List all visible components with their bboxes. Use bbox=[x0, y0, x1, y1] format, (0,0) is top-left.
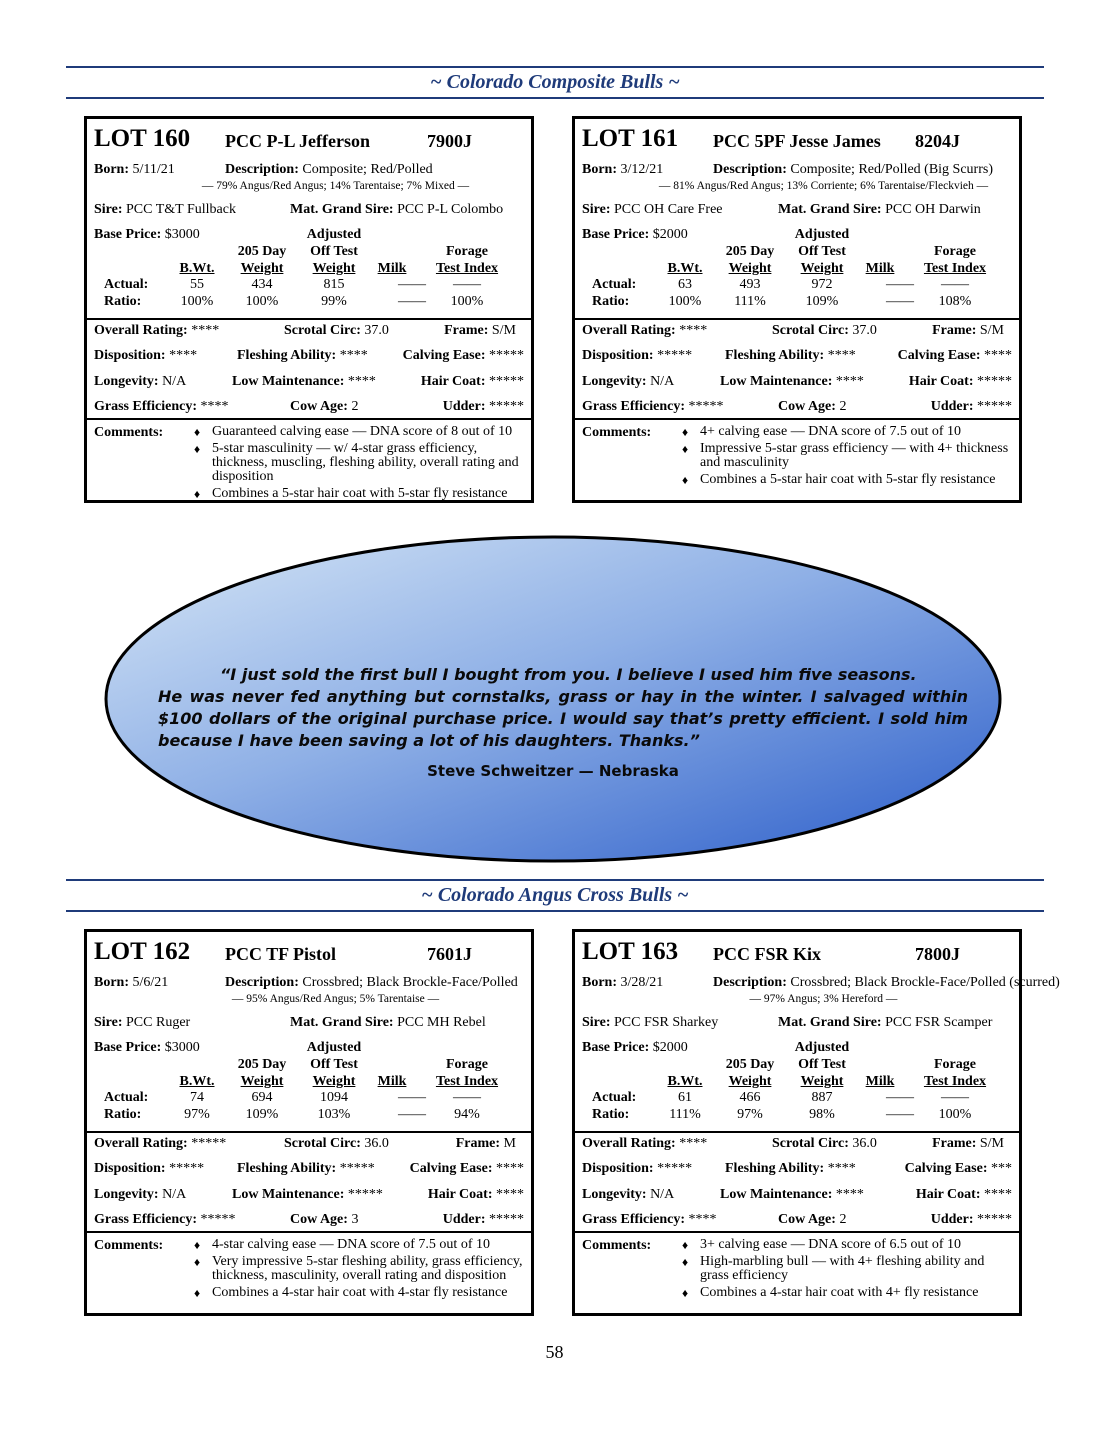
longevity: Longevity: N/A bbox=[582, 374, 675, 389]
frame: Frame: S/M bbox=[444, 323, 516, 338]
ratings-block bbox=[87, 1131, 531, 1233]
ratio-value: 97% bbox=[737, 1107, 763, 1122]
hair-coat: Hair Coat: **** bbox=[915, 1187, 1012, 1202]
actual-value: 55 bbox=[190, 277, 204, 292]
ratio-value: 111% bbox=[734, 294, 766, 309]
ratio-value: 98% bbox=[809, 1107, 835, 1122]
udder: Udder: ***** bbox=[442, 1212, 524, 1227]
actual-value: —— bbox=[941, 277, 969, 292]
actual-value: —— bbox=[398, 1090, 426, 1105]
fleshing-ability: Fleshing Ability: **** bbox=[725, 1161, 856, 1176]
ratio-value: —— bbox=[886, 1107, 914, 1122]
low-maintenance: Low Maintenance: **** bbox=[232, 374, 376, 389]
bull-name: PCC 5PF Jesse James bbox=[713, 131, 881, 151]
actual-value: —— bbox=[941, 1090, 969, 1105]
bwt-header: B.Wt. bbox=[667, 261, 703, 276]
ratio-label: Ratio: bbox=[592, 294, 630, 309]
udder: Udder: ***** bbox=[930, 1212, 1012, 1227]
lot-card bbox=[572, 929, 1060, 1316]
205day-header: 205 Day bbox=[725, 244, 775, 259]
low-maintenance: Low Maintenance: **** bbox=[720, 374, 864, 389]
offtest-weight-header: Weight bbox=[312, 1074, 356, 1089]
ratio-label: Ratio: bbox=[104, 1107, 142, 1122]
bull-id: 7601J bbox=[427, 944, 472, 964]
ratio-value: —— bbox=[398, 294, 426, 309]
bull-name: PCC TF Pistol bbox=[225, 944, 336, 964]
actual-label: Actual: bbox=[104, 277, 149, 292]
forage-header: Forage bbox=[934, 1057, 976, 1072]
testimonial-oval bbox=[103, 534, 1003, 864]
actual-value: 1094 bbox=[320, 1090, 348, 1105]
bull-id: 7900J bbox=[427, 131, 472, 151]
section-header-composite: ~ Colorado Composite Bulls ~ bbox=[66, 66, 1044, 99]
lot-number: LOT 163 bbox=[582, 938, 679, 965]
milk-header: Milk bbox=[377, 1074, 407, 1089]
page-number: 58 bbox=[545, 1342, 564, 1362]
actual-value: 815 bbox=[323, 277, 345, 292]
frame: Frame: S/M bbox=[932, 1136, 1004, 1151]
scrotal-circ: Scrotal Circ: 36.0 bbox=[772, 1136, 877, 1151]
grass-efficiency: Grass Efficiency: **** bbox=[582, 1212, 717, 1227]
actual-value: 74 bbox=[190, 1090, 204, 1105]
comment-item: ♦ 3+ calving ease — DNA score of 6.5 out of 10 bbox=[687, 1238, 1012, 1252]
actual-value: —— bbox=[886, 1090, 914, 1105]
calving-ease: Calving Ease: ***** bbox=[402, 348, 524, 363]
205day-header: 205 Day bbox=[237, 244, 287, 259]
test-index-header: Test Index bbox=[923, 1074, 987, 1089]
actual-value: 61 bbox=[678, 1090, 692, 1105]
born-field: Born: 5/11/21 bbox=[94, 162, 175, 177]
forage-header: Forage bbox=[446, 1057, 488, 1072]
adjusted-header: Adjusted bbox=[794, 227, 850, 242]
offtest-header: Off Test bbox=[310, 244, 358, 259]
comment-item: ♦ 4-star calving ease — DNA score of 7.5 out of 10 bbox=[199, 1238, 524, 1252]
sire-field: Sire: PCC FSR Sharkey bbox=[582, 1015, 719, 1030]
testimonial-author: Steve Schweitzer — Nebraska bbox=[427, 762, 679, 780]
forage-header: Forage bbox=[934, 244, 976, 259]
actual-value: —— bbox=[886, 277, 914, 292]
bull-name: PCC P-L Jefferson bbox=[225, 131, 370, 151]
actual-value: 466 bbox=[739, 1090, 761, 1105]
description-field: Description: Composite; Red/Polled bbox=[225, 162, 433, 177]
bwt-header: B.Wt. bbox=[667, 1074, 703, 1089]
ratio-value: 109% bbox=[245, 1107, 279, 1122]
actual-value: 887 bbox=[811, 1090, 833, 1105]
overall-rating: Overall Rating: **** bbox=[94, 323, 220, 338]
test-index-header: Test Index bbox=[923, 261, 987, 276]
bull-name: PCC FSR Kix bbox=[713, 944, 821, 964]
comment-item: ♦ 5-star masculinity — w/ 4-star grass efficiency, thickness, muscling, fleshing ability, overall rating and disposition bbox=[199, 442, 524, 484]
disposition: Disposition: ***** bbox=[94, 1161, 205, 1176]
hair-coat: Hair Coat: ***** bbox=[420, 374, 524, 389]
comment-item: ♦ Combines a 5-star hair coat with 5-star fly resistance bbox=[199, 487, 524, 501]
ratio-value: —— bbox=[886, 294, 914, 309]
calving-ease: Calving Ease: *** bbox=[904, 1161, 1012, 1176]
bull-id: 8204J bbox=[915, 131, 960, 151]
low-maintenance: Low Maintenance: **** bbox=[720, 1187, 864, 1202]
mgs-field: Mat. Grand Sire: PCC P-L Colombo bbox=[290, 202, 504, 217]
udder: Udder: ***** bbox=[442, 399, 524, 414]
offtest-weight-header: Weight bbox=[312, 261, 356, 276]
milk-header: Milk bbox=[865, 1074, 895, 1089]
frame: Frame: M bbox=[455, 1136, 516, 1151]
comments-label: Comments: bbox=[94, 1238, 164, 1253]
adjusted-header: Adjusted bbox=[306, 227, 362, 242]
hair-coat: Hair Coat: ***** bbox=[908, 374, 1012, 389]
mgs-field: Mat. Grand Sire: PCC OH Darwin bbox=[778, 202, 981, 217]
actual-label: Actual: bbox=[104, 1090, 149, 1105]
comment-item: ♦ Very impressive 5-star fleshing ability, grass efficiency, thickness, masculinity, overall rating and disposition bbox=[199, 1255, 524, 1283]
actual-value: —— bbox=[453, 277, 481, 292]
actual-value: —— bbox=[398, 277, 426, 292]
longevity: Longevity: N/A bbox=[94, 374, 187, 389]
comments-block bbox=[575, 420, 1019, 500]
calving-ease: Calving Ease: **** bbox=[897, 348, 1012, 363]
milk-header: Milk bbox=[377, 261, 407, 276]
breed-composition: — 97% Angus; 3% Hereford — bbox=[749, 993, 898, 1005]
mgs-field: Mat. Grand Sire: PCC MH Rebel bbox=[290, 1015, 486, 1030]
comment-item: ♦ 4+ calving ease — DNA score of 7.5 out of 10 bbox=[687, 425, 1012, 439]
comments-block bbox=[575, 1233, 1019, 1313]
lot-card bbox=[84, 116, 534, 503]
lot-card bbox=[572, 116, 1022, 503]
base-price-field: Base Price: $3000 bbox=[94, 1040, 200, 1055]
weight-header: Weight bbox=[240, 261, 284, 276]
overall-rating: Overall Rating: ***** bbox=[94, 1136, 227, 1151]
test-index-header: Test Index bbox=[435, 261, 499, 276]
lot-number: LOT 160 bbox=[94, 125, 191, 152]
sire-field: Sire: PCC Ruger bbox=[94, 1015, 191, 1030]
comments-label: Comments: bbox=[582, 425, 652, 440]
205day-header: 205 Day bbox=[725, 1057, 775, 1072]
ratio-value: 100% bbox=[668, 294, 702, 309]
lot-number: LOT 162 bbox=[94, 938, 191, 965]
offtest-header: Off Test bbox=[798, 244, 846, 259]
base-price-field: Base Price: $2000 bbox=[582, 1040, 688, 1055]
mgs-field: Mat. Grand Sire: PCC FSR Scamper bbox=[778, 1015, 993, 1030]
test-index-header: Test Index bbox=[435, 1074, 499, 1089]
low-maintenance: Low Maintenance: ***** bbox=[232, 1187, 383, 1202]
breed-composition: — 79% Angus/Red Angus; 14% Tarentaise; 7% Mixed — bbox=[201, 180, 470, 192]
comment-item: ♦ Guaranteed calving ease — DNA score of 8 out of 10 bbox=[199, 425, 524, 439]
frame: Frame: S/M bbox=[932, 323, 1004, 338]
comments-label: Comments: bbox=[582, 1238, 652, 1253]
offtest-header: Off Test bbox=[310, 1057, 358, 1072]
udder: Udder: ***** bbox=[930, 399, 1012, 414]
ratio-value: 100% bbox=[938, 1107, 972, 1122]
disposition: Disposition: ***** bbox=[582, 1161, 693, 1176]
grass-efficiency: Grass Efficiency: ***** bbox=[582, 399, 724, 414]
cow-age: Cow Age: 2 bbox=[290, 399, 359, 414]
ratings-block bbox=[575, 318, 1019, 420]
adjusted-header: Adjusted bbox=[794, 1040, 850, 1055]
sire-field: Sire: PCC T&T Fullback bbox=[94, 202, 236, 217]
quote-rest: He was never fed anything but cornstalks, grass or hay in the winter. I salvaged within $100 dollars of the original purchase price. I would say that’s pretty efficient. I sold him because I have been saving a lot of his daughters. Thanks.” bbox=[158, 687, 968, 750]
bwt-header: B.Wt. bbox=[179, 1074, 215, 1089]
ratio-value: 97% bbox=[184, 1107, 210, 1122]
actual-value: 972 bbox=[811, 277, 833, 292]
base-price-field: Base Price: $2000 bbox=[582, 227, 688, 242]
fleshing-ability: Fleshing Ability: **** bbox=[237, 348, 368, 363]
comment-item: ♦ Combines a 5-star hair coat with 5-star fly resistance bbox=[687, 473, 1012, 487]
testimonial-quote bbox=[158, 664, 968, 752]
grass-efficiency: Grass Efficiency: **** bbox=[94, 399, 229, 414]
ratio-value: 100% bbox=[450, 294, 484, 309]
ratio-value: 108% bbox=[938, 294, 972, 309]
born-field: Born: 5/6/21 bbox=[94, 975, 169, 990]
quote-line-1: “I just sold the first bull I bought from you. I believe I used him five seasons. bbox=[220, 665, 917, 684]
calving-ease: Calving Ease: **** bbox=[409, 1161, 524, 1176]
actual-value: —— bbox=[453, 1090, 481, 1105]
comments-block bbox=[87, 1233, 531, 1313]
born-field: Born: 3/28/21 bbox=[582, 975, 664, 990]
bull-id: 7800J bbox=[915, 944, 960, 964]
scrotal-circ: Scrotal Circ: 36.0 bbox=[284, 1136, 389, 1151]
fleshing-ability: Fleshing Ability: ***** bbox=[237, 1161, 375, 1176]
section-header-angus-cross: ~ Colorado Angus Cross Bulls ~ bbox=[66, 879, 1044, 912]
disposition: Disposition: **** bbox=[94, 348, 198, 363]
205day-header: 205 Day bbox=[237, 1057, 287, 1072]
comment-item: ♦ Combines a 4-star hair coat with 4-star fly resistance bbox=[199, 1286, 524, 1300]
cow-age: Cow Age: 2 bbox=[778, 399, 847, 414]
comment-item: ♦ Combines a 4-star hair coat with 4+ fly resistance bbox=[687, 1286, 1012, 1300]
milk-header: Milk bbox=[865, 261, 895, 276]
comments-label: Comments: bbox=[94, 425, 164, 440]
bwt-header: B.Wt. bbox=[179, 261, 215, 276]
hair-coat: Hair Coat: **** bbox=[427, 1187, 524, 1202]
weight-header: Weight bbox=[240, 1074, 284, 1089]
actual-label: Actual: bbox=[592, 277, 637, 292]
cow-age: Cow Age: 2 bbox=[778, 1212, 847, 1227]
comment-item: ♦ High-marbling bull — with 4+ fleshing ability and grass efficiency bbox=[687, 1255, 1012, 1283]
disposition: Disposition: ***** bbox=[582, 348, 693, 363]
actual-value: 434 bbox=[251, 277, 273, 292]
offtest-weight-header: Weight bbox=[800, 261, 844, 276]
scrotal-circ: Scrotal Circ: 37.0 bbox=[284, 323, 389, 338]
grass-efficiency: Grass Efficiency: ***** bbox=[94, 1212, 236, 1227]
description-field: Description: Crossbred; Black Brockle-Face/Polled bbox=[225, 975, 518, 990]
description-field: Description: Composite; Red/Polled (Big Scurrs) bbox=[713, 162, 993, 177]
forage-header: Forage bbox=[446, 244, 488, 259]
overall-rating: Overall Rating: **** bbox=[582, 1136, 708, 1151]
description-field: Description: Crossbred; Black Brockle-Face/Polled (scurred) bbox=[713, 975, 1060, 990]
longevity: Longevity: N/A bbox=[582, 1187, 675, 1202]
offtest-header: Off Test bbox=[798, 1057, 846, 1072]
adjusted-header: Adjusted bbox=[306, 1040, 362, 1055]
comment-item: ♦ Impressive 5-star grass efficiency — with 4+ thickness and masculinity bbox=[687, 442, 1012, 470]
weight-header: Weight bbox=[728, 1074, 772, 1089]
base-price-field: Base Price: $3000 bbox=[94, 227, 200, 242]
breed-composition: — 81% Angus/Red Angus; 13% Corriente; 6% Tarentaise/Fleckvieh — bbox=[658, 180, 989, 192]
comments-block bbox=[87, 420, 531, 500]
ratio-value: —— bbox=[398, 1107, 426, 1122]
ratio-value: 99% bbox=[321, 294, 347, 309]
scrotal-circ: Scrotal Circ: 37.0 bbox=[772, 323, 877, 338]
actual-value: 63 bbox=[678, 277, 692, 292]
lot-number: LOT 161 bbox=[582, 125, 679, 152]
actual-value: 493 bbox=[739, 277, 761, 292]
fleshing-ability: Fleshing Ability: **** bbox=[725, 348, 856, 363]
sire-field: Sire: PCC OH Care Free bbox=[582, 202, 723, 217]
ratio-value: 94% bbox=[454, 1107, 480, 1122]
ratio-value: 100% bbox=[180, 294, 214, 309]
ratings-block bbox=[87, 318, 531, 420]
ratio-value: 109% bbox=[805, 294, 839, 309]
breed-composition: — 95% Angus/Red Angus; 5% Tarentaise — bbox=[231, 993, 440, 1005]
actual-value: 694 bbox=[251, 1090, 273, 1105]
ratio-label: Ratio: bbox=[592, 1107, 630, 1122]
ratings-block bbox=[575, 1131, 1019, 1233]
ratio-label: Ratio: bbox=[104, 294, 142, 309]
longevity: Longevity: N/A bbox=[94, 1187, 187, 1202]
actual-label: Actual: bbox=[592, 1090, 637, 1105]
ratio-value: 111% bbox=[669, 1107, 701, 1122]
overall-rating: Overall Rating: **** bbox=[582, 323, 708, 338]
ratio-value: 100% bbox=[245, 294, 279, 309]
born-field: Born: 3/12/21 bbox=[582, 162, 664, 177]
cow-age: Cow Age: 3 bbox=[290, 1212, 359, 1227]
weight-header: Weight bbox=[728, 261, 772, 276]
lot-card bbox=[84, 929, 534, 1316]
ratio-value: 103% bbox=[317, 1107, 351, 1122]
offtest-weight-header: Weight bbox=[800, 1074, 844, 1089]
